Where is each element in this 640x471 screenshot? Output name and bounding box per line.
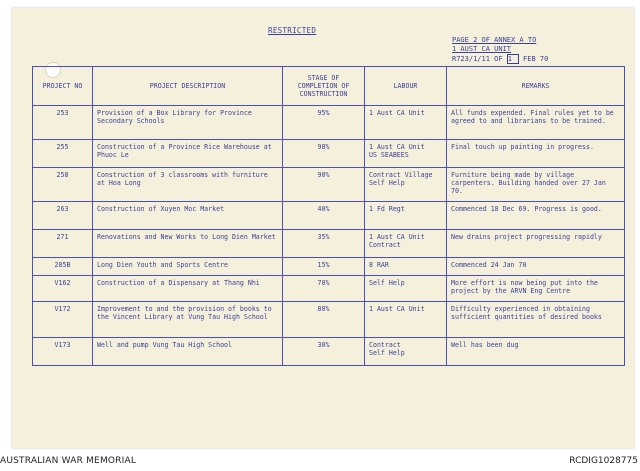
project-table — [32, 66, 625, 366]
annex-reference-line-2: 1 AUST CA UNIT — [452, 45, 512, 53]
project-labour: Contract Self Help — [365, 338, 447, 366]
column-header-stage: STAGE OF COMPLETION OF CONSTRUCTION — [283, 67, 365, 106]
project-remarks: Final touch up painting in progress. — [447, 140, 625, 168]
project-description: Improvement to and the provision of books to the Vincent Library at Vung Tau High School — [93, 302, 283, 338]
project-remarks: More effort is now being put into the project by the ARVN Eng Centre — [447, 276, 625, 302]
project-stage: 95% — [283, 106, 365, 140]
project-stage: 90% — [283, 168, 365, 202]
project-description: Well and pump Vung Tau High School — [93, 338, 283, 366]
archive-reference-id: RCDIG1028775 — [569, 456, 638, 466]
project-description: Renovations and New Works to Long Dien Market — [93, 230, 283, 258]
project-description: Construction of a Dispensary at Thang Nhi — [93, 276, 283, 302]
annex-reference-month: FEB 70 — [523, 55, 549, 63]
project-no: 263 — [33, 202, 93, 230]
project-remarks: Commenced 18 Dec 69. Progress is good. — [447, 202, 625, 230]
project-no: 285B — [33, 258, 93, 276]
column-header-labour: LABOUR — [365, 67, 447, 106]
project-description: Construction of 3 classrooms with furniture at Hoa Long — [93, 168, 283, 202]
project-stage: 15% — [283, 258, 365, 276]
project-stage: 30% — [283, 338, 365, 366]
project-stage: 70% — [283, 276, 365, 302]
project-stage: 35% — [283, 230, 365, 258]
project-no: V173 — [33, 338, 93, 366]
project-remarks: Difficulty experienced in obtaining sufficient quantities of desired books — [447, 302, 625, 338]
project-stage: 40% — [283, 202, 365, 230]
project-description: Construction of a Province Rice Warehouse at Phuoc Le — [93, 140, 283, 168]
project-description: Construction of Xuyen Moc Market — [93, 202, 283, 230]
project-labour: 1 Aust CA Unit US SEABEES — [365, 140, 447, 168]
project-remarks: Commenced 24 Jan 70 — [447, 258, 625, 276]
project-no: 253 — [33, 106, 93, 140]
project-labour: 8 RAR — [365, 258, 447, 276]
project-remarks: All funds expended. Final rules yet to be agreed to and librarians to be trained. — [447, 106, 625, 140]
project-remarks: New drains project progressing rapidly — [447, 230, 625, 258]
table-row — [33, 258, 625, 276]
project-stage: 98% — [283, 140, 365, 168]
table-row — [33, 140, 625, 168]
annex-reference-line-3 — [452, 54, 548, 64]
table-row — [33, 202, 625, 230]
project-stage: 80% — [283, 302, 365, 338]
classification-heading: RESTRICTED — [268, 26, 317, 35]
project-labour: Contract Village Self Help — [365, 168, 447, 202]
annex-reference-day: 1 — [507, 54, 519, 64]
annex-reference — [452, 36, 548, 64]
annex-reference-line-1: PAGE 2 OF ANNEX A TO — [452, 36, 537, 44]
project-labour: 1 Aust CA Unit — [365, 106, 447, 140]
table-row — [33, 302, 625, 338]
annex-reference-file: R723/1/11 OF — [452, 55, 503, 63]
project-remarks: Well has been dug — [447, 338, 625, 366]
table-row — [33, 168, 625, 202]
table-row — [33, 106, 625, 140]
project-no: 271 — [33, 230, 93, 258]
table-row — [33, 230, 625, 258]
project-description: Long Dien Youth and Sports Centre — [93, 258, 283, 276]
column-header-project-no: PROJECT NO — [33, 67, 93, 106]
project-no: V172 — [33, 302, 93, 338]
project-description: Provision of a Box Library for Province Secondary Schools — [93, 106, 283, 140]
project-labour: 1 Fd Regt — [365, 202, 447, 230]
project-labour: 1 Aust CA Unit Contract — [365, 230, 447, 258]
table-row — [33, 276, 625, 302]
project-labour: 1 Aust CA Unit — [365, 302, 447, 338]
project-no: 255 — [33, 140, 93, 168]
table-header-row — [33, 67, 625, 106]
project-no: V162 — [33, 276, 93, 302]
project-no: 258 — [33, 168, 93, 202]
column-header-remarks: REMARKS — [447, 67, 625, 106]
archive-source-label: AUSTRALIAN WAR MEMORIAL — [0, 456, 137, 466]
column-header-description: PROJECT DESCRIPTION — [93, 67, 283, 106]
project-labour: Self Help — [365, 276, 447, 302]
table-row — [33, 338, 625, 366]
project-remarks: Furniture being made by village carpenters. Building handed over 27 Jan 70. — [447, 168, 625, 202]
